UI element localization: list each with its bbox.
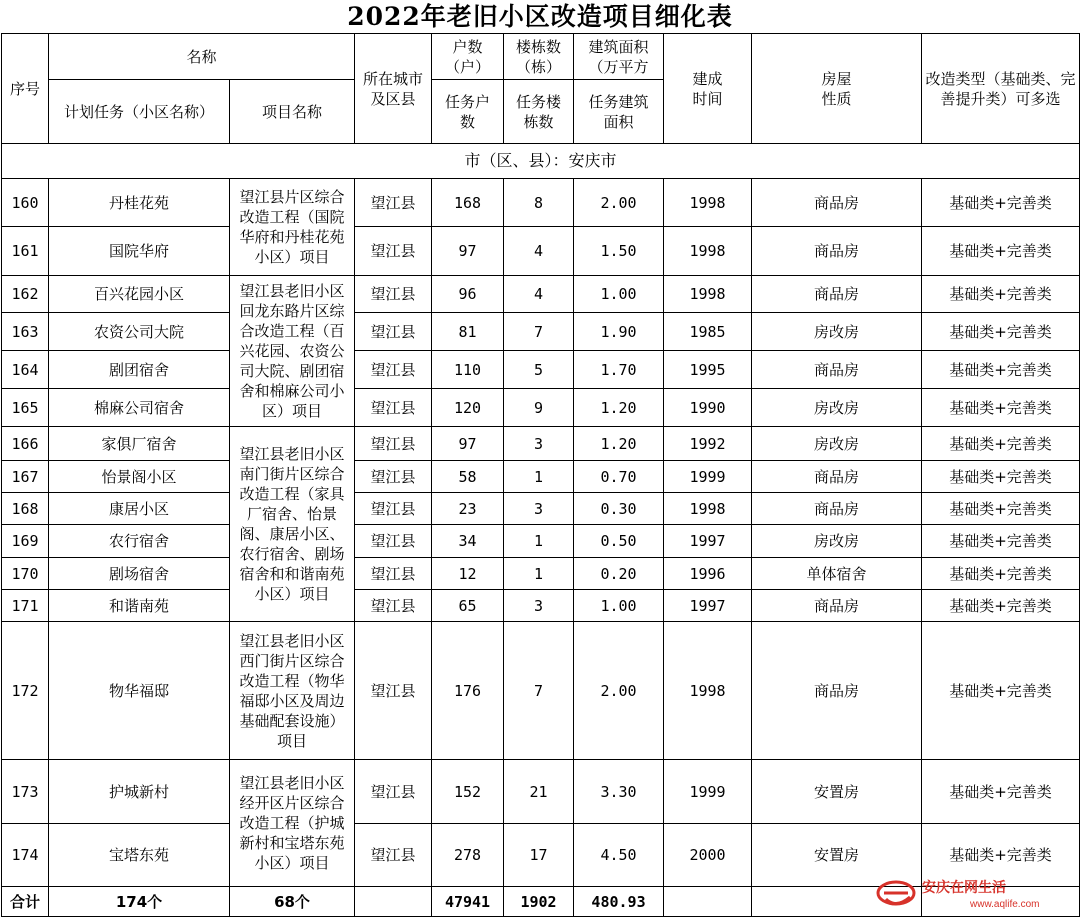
row-community-name: 家俱厂宿舍 bbox=[49, 427, 230, 461]
row-renovation-type: 基础类+完善类 bbox=[922, 824, 1080, 887]
watermark-brand: 安庆在网生活 bbox=[922, 879, 1006, 895]
row-year: 1990 bbox=[664, 389, 752, 427]
row-area: 4.50 bbox=[574, 824, 664, 887]
row-year: 1998 bbox=[664, 493, 752, 525]
row-house-nature: 商品房 bbox=[752, 227, 922, 276]
row-households: 96 bbox=[432, 276, 504, 313]
table-row bbox=[2, 590, 1080, 622]
row-renovation-type: 基础类+完善类 bbox=[922, 760, 1080, 824]
row-area: 0.70 bbox=[574, 461, 664, 493]
row-community-name: 怡景阁小区 bbox=[49, 461, 230, 493]
row-buildings: 9 bbox=[504, 389, 574, 427]
row-house-nature: 安置房 bbox=[752, 824, 922, 887]
row-year: 1985 bbox=[664, 313, 752, 351]
row-households: 278 bbox=[432, 824, 504, 887]
row-county: 望江县 bbox=[355, 590, 432, 622]
row-area: 3.30 bbox=[574, 760, 664, 824]
row-buildings: 1 bbox=[504, 558, 574, 590]
row-house-nature: 房改房 bbox=[752, 525, 922, 558]
row-renovation-type: 基础类+完善类 bbox=[922, 525, 1080, 558]
row-households: 23 bbox=[432, 493, 504, 525]
row-area: 0.30 bbox=[574, 493, 664, 525]
row-year: 1998 bbox=[664, 227, 752, 276]
row-renovation-type: 基础类+完善类 bbox=[922, 313, 1080, 351]
header-project-name: 项目名称 bbox=[230, 80, 355, 144]
row-area: 2.00 bbox=[574, 622, 664, 760]
row-community-name: 物华福邸 bbox=[49, 622, 230, 760]
row-renovation-type: 基础类+完善类 bbox=[922, 389, 1080, 427]
row-area: 1.70 bbox=[574, 351, 664, 389]
row-community-name: 和谐南苑 bbox=[49, 590, 230, 622]
row-seq: 172 bbox=[2, 622, 49, 760]
row-seq: 161 bbox=[2, 227, 49, 276]
row-buildings: 17 bbox=[504, 824, 574, 887]
row-house-nature: 商品房 bbox=[752, 590, 922, 622]
row-year: 1992 bbox=[664, 427, 752, 461]
row-project-name: 望江县老旧小区经开区片区综合改造工程（护城新村和宝塔东苑小区）项目 bbox=[230, 760, 355, 887]
row-seq: 173 bbox=[2, 760, 49, 824]
row-community-name: 剧团宿舍 bbox=[49, 351, 230, 389]
table-row bbox=[2, 525, 1080, 558]
row-renovation-type: 基础类+完善类 bbox=[922, 461, 1080, 493]
totals-area: 480.93 bbox=[574, 887, 664, 917]
row-buildings: 5 bbox=[504, 351, 574, 389]
row-county: 望江县 bbox=[355, 179, 432, 227]
header-house-type: 房屋性质 bbox=[752, 34, 922, 144]
header-built-time: 建成时间 bbox=[664, 34, 752, 144]
row-project-name: 望江县片区综合改造工程（国院华府和丹桂花苑小区）项目 bbox=[230, 179, 355, 276]
row-county: 望江县 bbox=[355, 427, 432, 461]
row-buildings: 4 bbox=[504, 227, 574, 276]
table-row bbox=[2, 179, 1080, 227]
row-year: 1999 bbox=[664, 760, 752, 824]
row-households: 152 bbox=[432, 760, 504, 824]
table-row bbox=[2, 276, 1080, 313]
row-area: 0.50 bbox=[574, 525, 664, 558]
row-county: 望江县 bbox=[355, 824, 432, 887]
row-households: 176 bbox=[432, 622, 504, 760]
row-project-name: 望江县老旧小区南门街片区综合改造工程（家具厂宿舍、怡景阁、康居小区、农行宿舍、剧场宿舍和和谐南苑小区）项目 bbox=[230, 427, 355, 622]
row-households: 97 bbox=[432, 227, 504, 276]
row-area: 1.00 bbox=[574, 590, 664, 622]
row-county: 望江县 bbox=[355, 760, 432, 824]
row-buildings: 1 bbox=[504, 525, 574, 558]
row-seq: 162 bbox=[2, 276, 49, 313]
row-community-name: 剧场宿舍 bbox=[49, 558, 230, 590]
row-households: 120 bbox=[432, 389, 504, 427]
row-households: 97 bbox=[432, 427, 504, 461]
row-seq: 168 bbox=[2, 493, 49, 525]
row-renovation-type: 基础类+完善类 bbox=[922, 622, 1080, 760]
row-year: 1996 bbox=[664, 558, 752, 590]
row-area: 1.50 bbox=[574, 227, 664, 276]
site-watermark bbox=[874, 873, 1074, 913]
row-county: 望江县 bbox=[355, 389, 432, 427]
row-area: 2.00 bbox=[574, 179, 664, 227]
row-seq: 165 bbox=[2, 389, 49, 427]
row-county: 望江县 bbox=[355, 558, 432, 590]
city-row: 市（区、县）：安庆市 bbox=[2, 144, 1080, 179]
row-year: 1998 bbox=[664, 179, 752, 227]
row-buildings: 1 bbox=[504, 461, 574, 493]
page-title: 2022年老旧小区改造项目细化表 bbox=[347, 2, 733, 31]
row-buildings: 7 bbox=[504, 313, 574, 351]
row-year: 1999 bbox=[664, 461, 752, 493]
totals-communities: 174个 bbox=[49, 887, 230, 917]
row-households: 81 bbox=[432, 313, 504, 351]
row-year: 1998 bbox=[664, 622, 752, 760]
header-name-group: 名称 bbox=[49, 34, 355, 80]
row-area: 1.20 bbox=[574, 427, 664, 461]
row-house-nature: 商品房 bbox=[752, 493, 922, 525]
row-renovation-type: 基础类+完善类 bbox=[922, 558, 1080, 590]
totals-projects: 68个 bbox=[230, 887, 355, 917]
row-county: 望江县 bbox=[355, 461, 432, 493]
header-buildings-sub: 任务楼栋数 bbox=[504, 80, 574, 144]
row-community-name: 丹桂花苑 bbox=[49, 179, 230, 227]
row-seq: 163 bbox=[2, 313, 49, 351]
row-county: 望江县 bbox=[355, 493, 432, 525]
row-house-nature: 商品房 bbox=[752, 622, 922, 760]
header-location: 所在城市及区县 bbox=[355, 34, 432, 144]
row-seq: 164 bbox=[2, 351, 49, 389]
row-county: 望江县 bbox=[355, 313, 432, 351]
row-county: 望江县 bbox=[355, 622, 432, 760]
row-buildings: 3 bbox=[504, 590, 574, 622]
row-buildings: 4 bbox=[504, 276, 574, 313]
row-area: 1.90 bbox=[574, 313, 664, 351]
row-seq: 174 bbox=[2, 824, 49, 887]
row-area: 1.20 bbox=[574, 389, 664, 427]
row-households: 110 bbox=[432, 351, 504, 389]
row-renovation-type: 基础类+完善类 bbox=[922, 351, 1080, 389]
row-house-nature: 单体宿舍 bbox=[752, 558, 922, 590]
row-buildings: 21 bbox=[504, 760, 574, 824]
watermark-url: www.aqlife.com bbox=[970, 899, 1040, 910]
row-year: 1998 bbox=[664, 276, 752, 313]
row-renovation-type: 基础类+完善类 bbox=[922, 590, 1080, 622]
row-community-name: 国院华府 bbox=[49, 227, 230, 276]
row-house-nature: 商品房 bbox=[752, 276, 922, 313]
row-households: 65 bbox=[432, 590, 504, 622]
row-seq: 169 bbox=[2, 525, 49, 558]
row-year: 1997 bbox=[664, 590, 752, 622]
row-seq: 167 bbox=[2, 461, 49, 493]
row-house-nature: 商品房 bbox=[752, 351, 922, 389]
row-county: 望江县 bbox=[355, 227, 432, 276]
row-county: 望江县 bbox=[355, 276, 432, 313]
table-row bbox=[2, 622, 1080, 760]
row-seq: 166 bbox=[2, 427, 49, 461]
table-row bbox=[2, 389, 1080, 427]
header-area-sub: 任务建筑面积 bbox=[574, 80, 664, 144]
table-row bbox=[2, 313, 1080, 351]
header-area-top: 建筑面积（万平方 bbox=[574, 34, 664, 80]
row-community-name: 宝塔东苑 bbox=[49, 824, 230, 887]
row-households: 58 bbox=[432, 461, 504, 493]
row-year: 1995 bbox=[664, 351, 752, 389]
row-house-nature: 商品房 bbox=[752, 179, 922, 227]
row-seq: 170 bbox=[2, 558, 49, 590]
row-year: 2000 bbox=[664, 824, 752, 887]
table-row bbox=[2, 351, 1080, 389]
renovation-table bbox=[1, 33, 1080, 917]
table-row bbox=[2, 227, 1080, 276]
table-row bbox=[2, 760, 1080, 824]
table-row bbox=[2, 427, 1080, 461]
row-house-nature: 商品房 bbox=[752, 461, 922, 493]
row-buildings: 3 bbox=[504, 427, 574, 461]
row-renovation-type: 基础类+完善类 bbox=[922, 276, 1080, 313]
row-project-name: 望江县老旧小区回龙东路片区综合改造工程（百兴花园、农资公司大院、剧团宿舍和棉麻公司小区）项目 bbox=[230, 276, 355, 427]
header-buildings-top: 楼栋数（栋） bbox=[504, 34, 574, 80]
row-community-name: 护城新村 bbox=[49, 760, 230, 824]
table-row bbox=[2, 493, 1080, 525]
totals-year-empty bbox=[664, 887, 752, 917]
header-households-sub: 任务户数 bbox=[432, 80, 504, 144]
row-house-nature: 房改房 bbox=[752, 427, 922, 461]
row-buildings: 7 bbox=[504, 622, 574, 760]
totals-buildings: 1902 bbox=[504, 887, 574, 917]
row-house-nature: 安置房 bbox=[752, 760, 922, 824]
row-renovation-type: 基础类+完善类 bbox=[922, 179, 1080, 227]
row-community-name: 农行宿舍 bbox=[49, 525, 230, 558]
row-community-name: 农资公司大院 bbox=[49, 313, 230, 351]
row-county: 望江县 bbox=[355, 525, 432, 558]
watermark-logo-icon bbox=[878, 882, 914, 904]
table-row bbox=[2, 461, 1080, 493]
row-buildings: 8 bbox=[504, 179, 574, 227]
row-community-name: 百兴花园小区 bbox=[49, 276, 230, 313]
row-community-name: 康居小区 bbox=[49, 493, 230, 525]
row-project-name: 望江县老旧小区西门街片区综合改造工程（物华福邸小区及周边基础配套设施）项目 bbox=[230, 622, 355, 760]
header-households-top: 户数（户） bbox=[432, 34, 504, 80]
row-area: 0.20 bbox=[574, 558, 664, 590]
row-renovation-type: 基础类+完善类 bbox=[922, 493, 1080, 525]
row-community-name: 棉麻公司宿舍 bbox=[49, 389, 230, 427]
totals-label: 合计 bbox=[2, 887, 49, 917]
header-seq: 序号 bbox=[2, 34, 49, 144]
row-area: 1.00 bbox=[574, 276, 664, 313]
row-renovation-type: 基础类+完善类 bbox=[922, 227, 1080, 276]
table-row bbox=[2, 558, 1080, 590]
row-households: 34 bbox=[432, 525, 504, 558]
header-plan-task: 计划任务（小区名称） bbox=[49, 80, 230, 144]
row-buildings: 3 bbox=[504, 493, 574, 525]
row-seq: 160 bbox=[2, 179, 49, 227]
row-county: 望江县 bbox=[355, 351, 432, 389]
totals-households: 47941 bbox=[432, 887, 504, 917]
row-house-nature: 房改房 bbox=[752, 313, 922, 351]
header-renovation-type: 改造类型（基础类、完善提升类）可多选 bbox=[922, 34, 1080, 144]
row-renovation-type: 基础类+完善类 bbox=[922, 427, 1080, 461]
row-seq: 171 bbox=[2, 590, 49, 622]
row-households: 168 bbox=[432, 179, 504, 227]
row-year: 1997 bbox=[664, 525, 752, 558]
row-households: 12 bbox=[432, 558, 504, 590]
row-house-nature: 房改房 bbox=[752, 389, 922, 427]
totals-county-empty bbox=[355, 887, 432, 917]
